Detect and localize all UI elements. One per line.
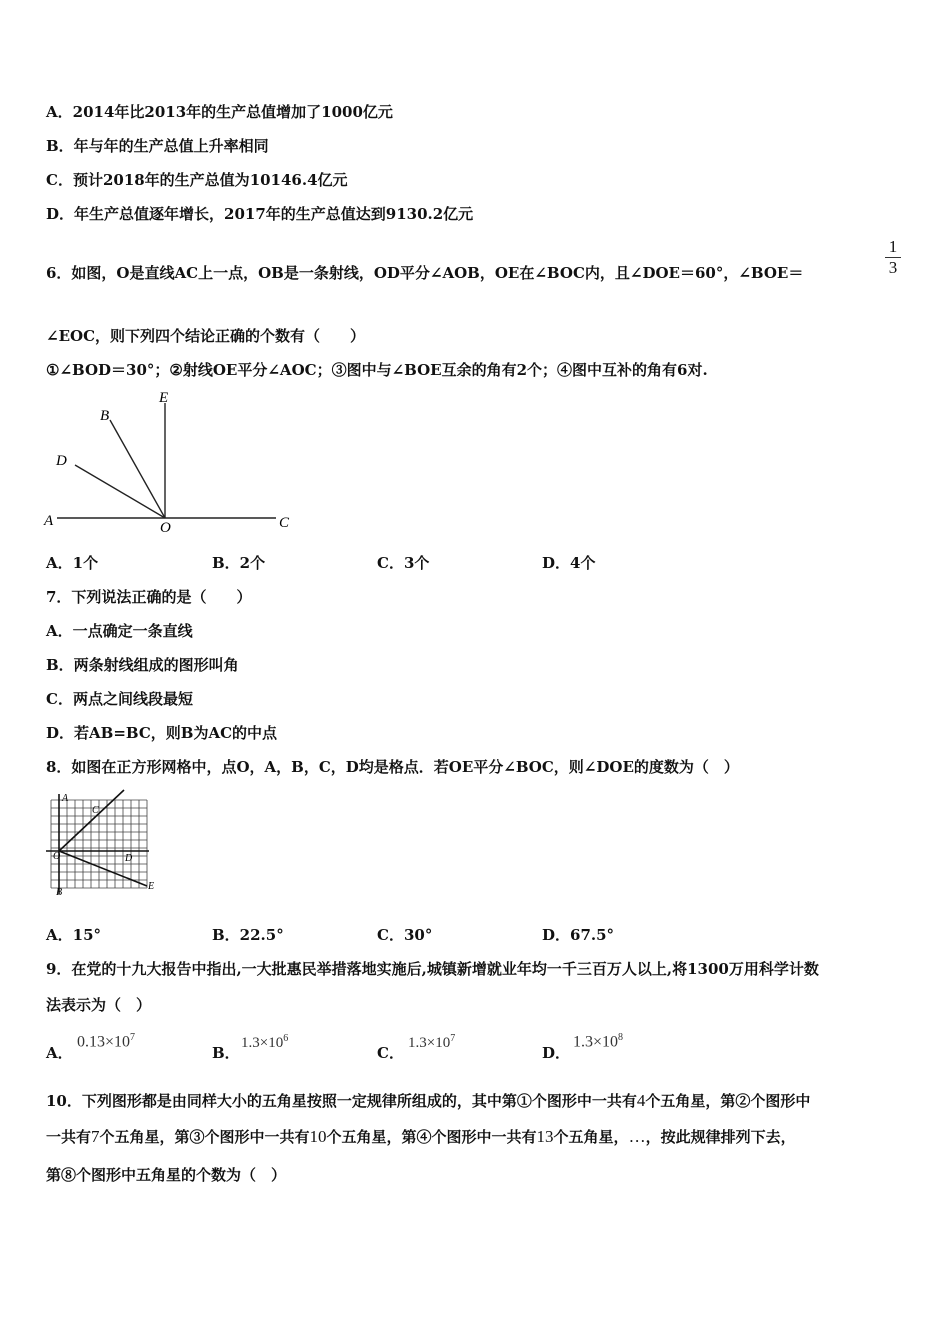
q9-option-a-letter: A． <box>46 1044 73 1062</box>
q8-grid-figure <box>44 788 164 898</box>
q6-option-d: D．4个 <box>542 554 596 572</box>
q5-option-c: C．预计2018年的生产总值为10146.4亿元 <box>46 171 348 189</box>
q9-option-b-letter: B． <box>212 1044 240 1062</box>
q6-option-a: A．1个 <box>46 554 99 572</box>
q6-label-d: D <box>56 453 67 469</box>
q10-number-4: 13 <box>536 1127 554 1146</box>
q9-option-d-value: $1.3\times 10^8$ <box>573 1032 624 1051</box>
q6-option-b: B．2个 <box>212 554 266 572</box>
q6-label-o: O <box>160 520 171 536</box>
q10-number-1: 4 <box>636 1091 646 1110</box>
q10-number-3: 10 <box>309 1127 327 1146</box>
q9-option-c-letter: C． <box>377 1044 404 1062</box>
q6-fraction-numerator: 1 <box>888 237 898 256</box>
q6-stem-line1: 6．如图，O是直线AC上一点，OB是一条射线，OD平分∠AOB，OE在∠BOC内，且∠DOE＝60°，∠BOE＝ <box>46 264 804 282</box>
q7-stem: 7．下列说法正确的是（ ） <box>46 588 252 606</box>
q9-option-b-value: $1.3\times 10^6$ <box>241 1033 289 1051</box>
q8-label-e: E <box>148 881 155 892</box>
q8-option-c: C．30° <box>377 926 433 944</box>
q8-label-c: C <box>92 805 99 816</box>
q6-label-b: B <box>100 408 110 424</box>
q6-option-c: C．3个 <box>377 554 430 572</box>
q10-stem-line3: 第⑧个图形中五角星的个数为（ ） <box>46 1166 287 1184</box>
q6-fraction-denominator: 3 <box>888 258 898 277</box>
q9-option-c-value: $1.3\times 10^7$ <box>408 1033 456 1051</box>
q5-option-a: A．2014年比2013年的生产总值增加了1000亿元 <box>46 103 393 121</box>
q8-option-d: D．67.5° <box>542 926 615 944</box>
q8-option-b: B．22.5° <box>212 926 284 944</box>
q8-label-a: A <box>62 793 69 804</box>
q6-label-e: E <box>159 390 169 406</box>
q6-stem-line3: ①∠BOD＝30°；②射线OE平分∠AOC；③图中与∠BOE互余的角有2个；④图中互补的角有6对. <box>46 361 708 379</box>
q6-ray-ob <box>110 420 165 518</box>
q6-stem-line2: ∠EOC，则下列四个结论正确的个数有（ ） <box>46 327 366 345</box>
q10-number-2: 7 <box>91 1127 100 1146</box>
q8-ray-oc <box>59 790 124 851</box>
q9-stem-line2: 法表示为（ ） <box>46 996 152 1014</box>
q10-stem-line2: 一共有7个五角星，第③个图形中一共有10个五角星，第④个图形中一共有13个五角星，…，按此规律排列下去， <box>46 1127 796 1146</box>
q5-option-d: D．年生产总值逐年增长，2017年的生产总值达到9130.2亿元 <box>46 205 474 223</box>
q6-ray-od <box>75 465 165 518</box>
q9-option-a-value: $0.13\times 10^7$ <box>77 1032 136 1051</box>
q10-ellipsis: … <box>628 1127 646 1146</box>
q7-option-a: A．一点确定一条直线 <box>46 622 193 640</box>
q8-label-d: D <box>125 853 133 864</box>
q9-stem-line1: 9．在党的十九大报告中指出,一大批惠民举措落地实施后,城镇新增就业年均一千三百万人以上,将1300万用科学计数 <box>46 960 819 978</box>
q7-option-d: D．若AB=BC，则B为AC的中点 <box>46 724 278 742</box>
q6-label-c: C <box>279 515 290 531</box>
q6-label-a: A <box>44 513 54 529</box>
q6-fraction <box>885 238 901 277</box>
q10-stem-line1: 10．下列图形都是由同样大小的五角星按照一定规律所组成的，其中第①个图形中一共有4个五角星，第②个图形中 <box>46 1091 811 1110</box>
q8-label-o: O <box>53 851 61 862</box>
q8-stem: 8．如图在正方形网格中，点O，A，B，C，D均是格点．若OE平分∠BOC，则∠DOE的度数为（ ） <box>46 758 739 776</box>
q8-label-b: B <box>56 887 63 898</box>
q5-option-b: B．年与年的生产总值上升率相同 <box>46 137 269 155</box>
q7-option-b: B．两条射线组成的图形叫角 <box>46 656 239 674</box>
q8-option-a: A．15° <box>46 926 102 944</box>
q7-option-c: C．两点之间线段最短 <box>46 690 193 708</box>
q6-figure <box>40 385 310 540</box>
q9-option-d-letter: D． <box>542 1044 571 1062</box>
